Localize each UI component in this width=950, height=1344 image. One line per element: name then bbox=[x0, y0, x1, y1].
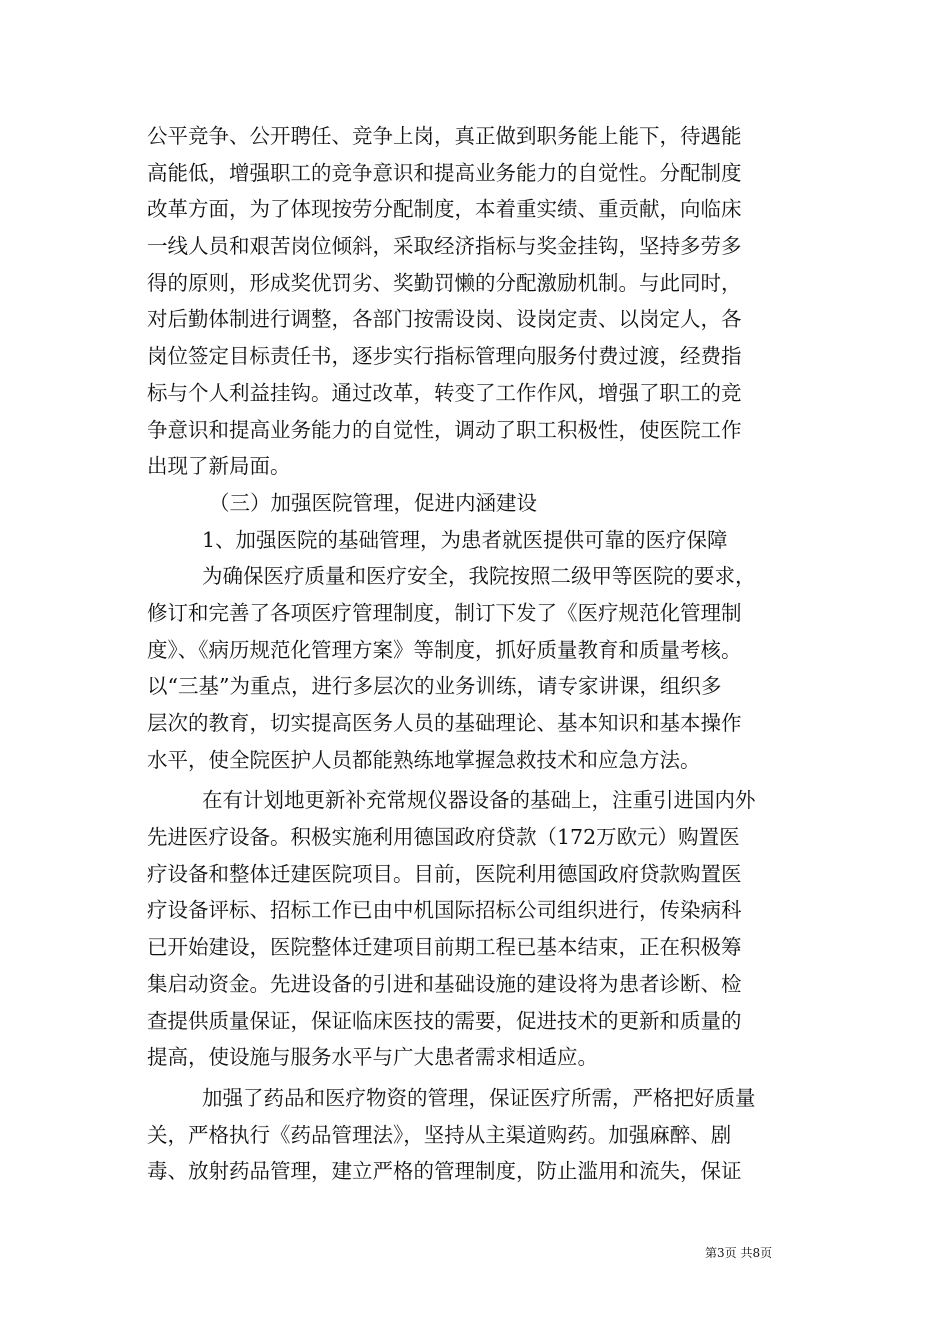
paragraph-start-line: 为确保医疗质量和医疗安全，我院按照二级甲等医院的要求， bbox=[202, 564, 756, 589]
text-line: 高能低，增强职工的竞争意识和提高业务能力的自觉性。分配制度 bbox=[147, 160, 742, 185]
text-line: 得的原则，形成奖优罚劣、奖勤罚懒的分配激励机制。与此同时， bbox=[147, 270, 742, 295]
text-line: 水平，使全院医护人员都能熟练地掌握急救技术和应急方法。 bbox=[147, 747, 701, 772]
text-line: 毒、放射药品管理，建立严格的管理制度，防止滥用和流失，保证 bbox=[147, 1159, 742, 1184]
subsection-heading: 1、加强医院的基础管理，为患者就医提供可靠的医疗保障 bbox=[202, 527, 728, 552]
text-line: 标与个人利益挂钩。通过改革，转变了工作作风，增强了职工的竞 bbox=[147, 380, 742, 405]
text-line: 岗位签定目标责任书，逐步实行指标管理向服务付费过渡，经费指 bbox=[147, 344, 742, 369]
text-line: 查提供质量保证，保证临床医技的需要，促进技术的更新和质量的 bbox=[147, 1008, 742, 1033]
text-line: 以“三基”为重点，进行多层次的业务训练，请专家讲课，组织多 bbox=[147, 674, 722, 699]
text-line: 疗设备评标、招标工作已由中机国际招标公司组织进行，传染病科 bbox=[147, 898, 742, 923]
text-line: 争意识和提高业务能力的自觉性，调动了职工积极性，使医院工作 bbox=[147, 417, 742, 442]
paragraph-start-line: 在有计划地更新补充常规仪器设备的基础上，注重引进国内外 bbox=[202, 788, 756, 813]
page-number-footer: 第3页 共8页 bbox=[705, 1246, 773, 1260]
text-line: 集启动资金。先进设备的引进和基础设施的建设将为患者诊断、检 bbox=[147, 971, 742, 996]
text-line: 公平竞争、公开聘任、竞争上岗，真正做到职务能上能下，待遇能 bbox=[147, 124, 742, 148]
text-line: 先进医疗设备。积极实施利用德国政府贷款（172万欧元）购置医 bbox=[147, 825, 740, 850]
text-line: 一线人员和艰苦岗位倾斜，采取经济指标与奖金挂钩，坚持多劳多 bbox=[147, 234, 742, 259]
text-line: 关，严格执行《药品管理法》，坚持从主渠道购药。加强麻醉、剧 bbox=[147, 1122, 732, 1147]
text-line: 已开始建设，医院整体迁建项目前期工程已基本结束，正在积极筹 bbox=[147, 935, 742, 960]
text-line: 修订和完善了各项医疗管理制度，制订下发了《医疗规范化管理制 bbox=[147, 600, 742, 625]
text-line: 层次的教育，切实提高医务人员的基础理论、基本知识和基本操作 bbox=[147, 711, 742, 735]
text-line: 疗设备和整体迁建医院项目。目前，医院利用德国政府贷款购置医 bbox=[147, 861, 742, 886]
text-line: 出现了新局面。 bbox=[147, 454, 291, 479]
text-line: 度》、《病历规范化管理方案》等制度，抓好质量教育和质量考核。 bbox=[147, 637, 742, 662]
text-line: 改革方面，为了体现按劳分配制度，本着重实绩、重贡献，向临床 bbox=[147, 197, 742, 222]
document-body bbox=[147, 118, 817, 1190]
paragraph-start-line: 加强了药品和医疗物资的管理，保证医疗所需，严格把好质量 bbox=[202, 1085, 756, 1110]
text-line: 对后勤体制进行调整，各部门按需设岗、设岗定责、以岗定人，各 bbox=[147, 307, 742, 332]
text-line: 提高，使设施与服务水平与广大患者需求相适应。 bbox=[147, 1045, 598, 1070]
section-heading: （三）加强医院管理，促进内涵建设 bbox=[209, 490, 537, 515]
